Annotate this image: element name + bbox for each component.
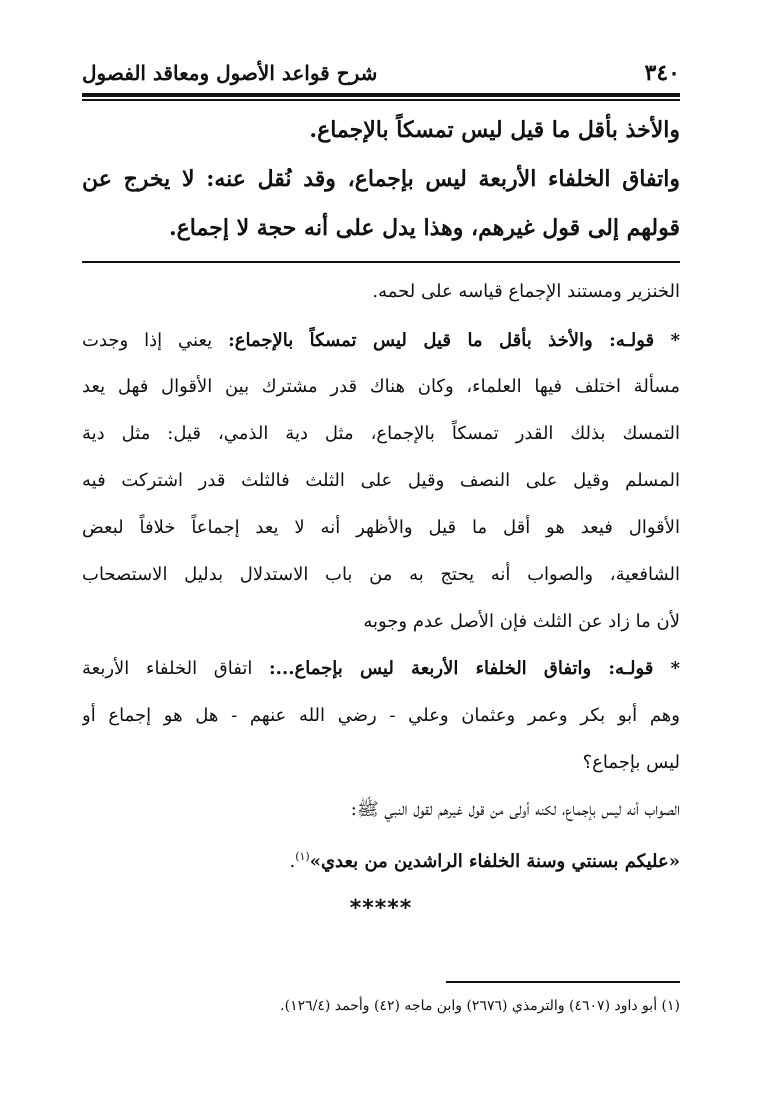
hadith-quote: «عليكم بسنتي وسنة الخلفاء الراشدين من بعدي»: [309, 851, 680, 872]
commentary-line: وهم أبو بكر وعمر وعثمان وعلي - رضي الله عنهم - هل هو إجماع أو: [82, 705, 680, 726]
commentary-line: [82, 321, 680, 361]
commentary-line: [82, 649, 680, 689]
page-header: [82, 58, 680, 88]
commentary-line: المسلم وقيل على النصف وقيل على الثلث فالثلث قدر اشتركت فيه: [82, 470, 680, 491]
separator-stars: *****: [349, 896, 413, 921]
hadith-line: [82, 837, 680, 877]
main-text-line: قولهم إلى قول غيرهم، وهذا يدل على أنه حجة لا إجماع.: [169, 215, 680, 241]
footnote: (١) أبو داود (٤٦٠٧) والترمذي (٢٦٧٦) وابن ماجه (٤٢) وأحمد (١٢٦/٤).: [280, 998, 680, 1014]
hadith-end: .: [289, 851, 296, 872]
footnote-rule: [446, 981, 680, 983]
commentary-line: الخنزير ومستند الإجماع قياسه على لحمه.: [372, 281, 680, 302]
commentary-text: يعني إذا وجدت: [82, 330, 229, 351]
commentary-line: الشافعية، والصواب أنه يحتج به من باب الاستدلال بدليل الاستصحاب: [82, 564, 680, 585]
main-text-line: واتفاق الخلفاء الأربعة ليس بإجماع، وقد نُقل عنه: لا يخرج عن: [82, 166, 680, 192]
quoted-text: * قولـه: واتفاق الخلفاء الأربعة ليس بإجماع...:: [269, 658, 680, 679]
running-title: شرح قواعد الأصول ومعاقد الفصول: [82, 61, 378, 85]
main-text-line: والأخذ بأقل ما قيل ليس تمسكاً بالإجماع.: [309, 117, 680, 143]
commentary-line: التمسك بذلك القدر تمسكاً بالإجماع، مثل دية الذمي، قيل: مثل دية: [82, 423, 680, 444]
quoted-text: والأخذ بأقل ما قيل ليس تمسكاً بالإجماع:: [228, 330, 593, 351]
commentary-line: لأن ما زاد عن الثلث فإن الأصل عدم وجوبه: [363, 611, 680, 632]
commentary-line: ليس بإجماع؟: [582, 752, 680, 773]
commentary-line: الأقوال فيعد هو أقل ما قيل والأظهر أنه لا يعد إجماعاً خلافاً لبعض: [82, 517, 680, 538]
header-rule-thin: [82, 99, 680, 101]
commentary-line: الصواب أنه ليس بإجماع، لكنه أولى من قول غيرهم لقول النبي ﷺ:: [350, 799, 680, 820]
bullet-label: * قولـه:: [592, 330, 680, 351]
header-rule: [82, 93, 680, 97]
page-number: ٣٤٠: [644, 60, 680, 86]
commentary-line: مسألة اختلف فيها العلماء، وكان هناك قدر مشترك بين الأقوال فهل يعد: [82, 376, 680, 397]
section-divider: [82, 261, 680, 263]
footnote-ref: (١): [295, 850, 310, 863]
commentary-text: اتفاق الخلفاء الأربعة: [82, 658, 270, 679]
